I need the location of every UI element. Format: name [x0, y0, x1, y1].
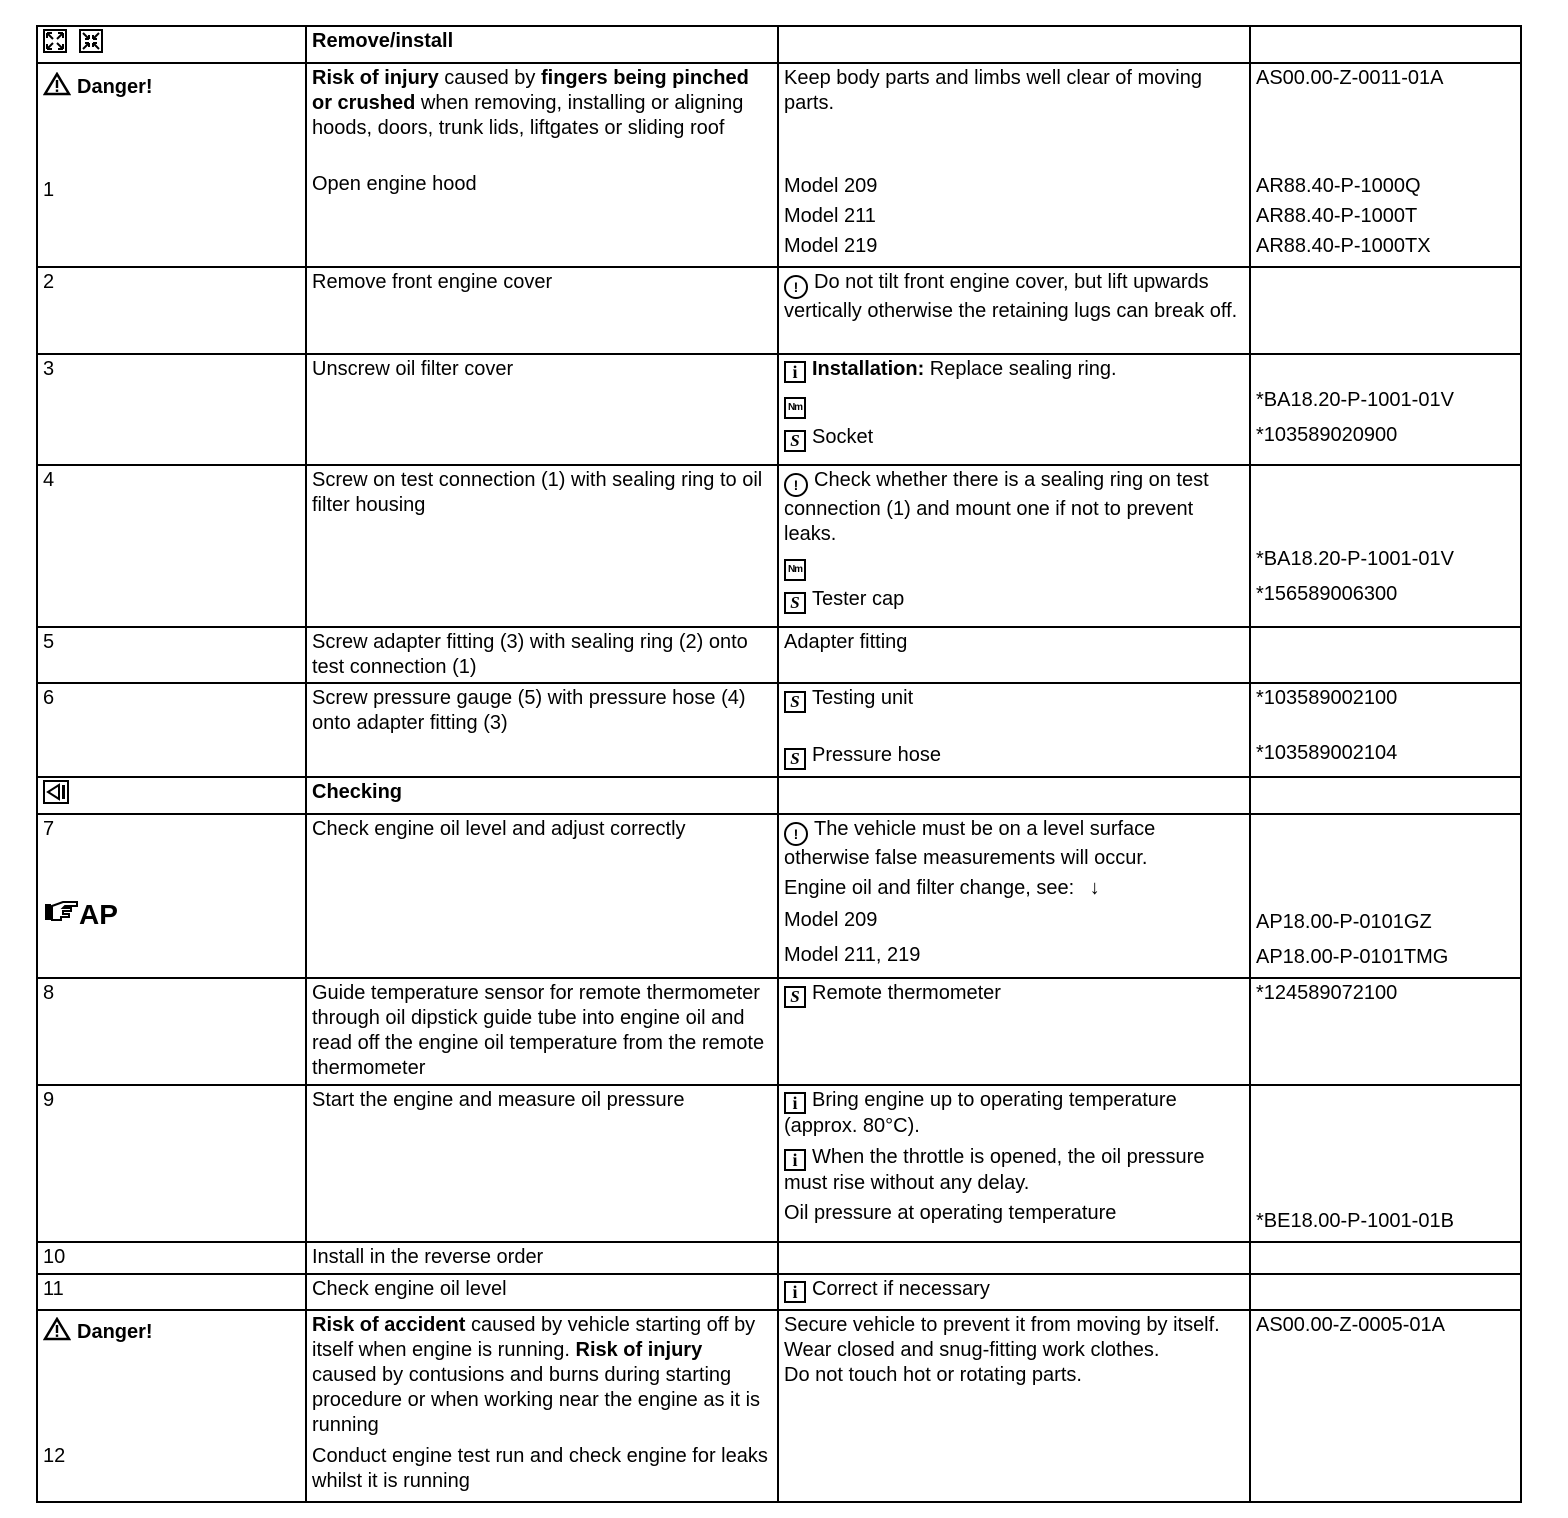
- step-action: Remove front engine cover: [306, 267, 778, 354]
- procedure-table: [36, 25, 1522, 1503]
- info-icon: i: [784, 1149, 806, 1171]
- step-note: Adapter fitting: [778, 627, 1250, 683]
- danger-note: Secure vehicle to prevent it from moving by itself.: [784, 1314, 1220, 1336]
- caution-note: Check whether there is a sealing ring on test connection (1) and mount one if not to prevent leaks.: [784, 469, 1209, 545]
- table-row-step8: [37, 978, 1521, 1085]
- table-row-step5: [37, 627, 1521, 683]
- reference-link[interactable]: AP18.00-P-0101TMG: [1256, 946, 1449, 968]
- step-action: Open engine hood: [312, 173, 477, 195]
- caution-note: The vehicle must be on a level surface otherwise false measurements will occur.: [784, 818, 1156, 869]
- caution-circle-icon: !: [784, 822, 808, 846]
- step-number: 2: [37, 267, 306, 354]
- special-tool-icon: S: [784, 592, 806, 614]
- step-number: 10: [37, 1242, 306, 1274]
- table-row-step7: [37, 814, 1521, 978]
- tool-name: Pressure hose: [812, 744, 941, 766]
- danger-label: Danger!: [77, 76, 153, 98]
- checking-icon: [43, 780, 69, 811]
- tool-name: Remote thermometer: [812, 982, 1001, 1004]
- table-row-danger-step1: [37, 63, 1521, 267]
- warning-triangle-icon: [43, 1317, 71, 1348]
- reference-link[interactable]: *124589072100: [1250, 978, 1521, 1085]
- section-title-remove-install: Remove/install: [306, 26, 778, 63]
- ap-label: AP: [79, 899, 118, 930]
- table-row-step2: [37, 267, 1521, 354]
- step-action: Screw pressure gauge (5) with pressure hose (4) onto adapter fitting (3): [306, 683, 778, 777]
- info-icon: i: [784, 361, 806, 383]
- special-tool-icon: S: [784, 748, 806, 770]
- expand-icon: [43, 29, 67, 60]
- table-row-step9: [37, 1085, 1521, 1242]
- collapse-icon: [79, 29, 103, 60]
- step-number: 4: [37, 465, 306, 627]
- danger-label: Danger!: [77, 1321, 153, 1343]
- danger-text: Risk of accident caused by vehicle starting off by itself when engine is running. Risk of injury caused by contusions and burns during starting procedure or when working near the engine as it is running: [312, 1314, 761, 1436]
- table-row-step11: [37, 1274, 1521, 1310]
- model-note: Model 211: [784, 205, 876, 227]
- reference-link[interactable]: AR88.40-P-1000Q: [1256, 175, 1421, 197]
- step-action: Conduct engine test run and check engine for leaks whilst it is running: [312, 1445, 768, 1492]
- see-text: Engine oil and filter change, see:: [784, 877, 1075, 899]
- reference-link[interactable]: AP18.00-P-0101GZ: [1256, 911, 1432, 933]
- section-title-checking: Checking: [306, 777, 778, 814]
- info-note: Bring engine up to operating temperature (approx. 80°C).: [784, 1089, 1177, 1137]
- step-note: Oil pressure at operating temperature: [784, 1202, 1117, 1224]
- table-row-step3: 3 Unscrew oil filter cover i Installation: Replace sealing ring. Nm S Socket *BA18.20-P-1001-01V *103589020900: [37, 354, 1521, 465]
- reference-link[interactable]: AS00.00-Z-0005-01A: [1250, 1310, 1521, 1502]
- danger-note: Wear closed and snug-fitting work clothes.: [784, 1339, 1160, 1361]
- table-row-step4: [37, 465, 1521, 627]
- info-note: When the throttle is opened, the oil pressure must rise without any delay.: [784, 1146, 1205, 1194]
- step-number: 11: [37, 1274, 306, 1310]
- reference-link[interactable]: *103589002104: [1256, 742, 1398, 764]
- info-icon: i: [784, 1281, 806, 1303]
- table-row-remove-install: [37, 26, 1521, 63]
- step-number: 5: [37, 627, 306, 683]
- reference-link[interactable]: *BE18.00-P-1001-01B: [1256, 1210, 1454, 1232]
- torque-nm-icon: Nm: [784, 397, 806, 419]
- step-action: Check engine oil level: [306, 1274, 778, 1310]
- step-number: 8: [37, 978, 306, 1085]
- reference-link[interactable]: *156589006300: [1256, 583, 1398, 605]
- special-tool-icon: S: [784, 691, 806, 713]
- step-action: Screw adapter fitting (3) with sealing ring (2) onto test connection (1): [306, 627, 778, 683]
- table-row-checking: [37, 777, 1521, 814]
- step-number: 1: [43, 179, 55, 201]
- caution-note: Do not tilt front engine cover, but lift upwards vertically otherwise the retaining lugs can break off.: [784, 271, 1238, 322]
- step-action: Check engine oil level and adjust correctly: [306, 814, 778, 978]
- tool-name: Socket: [812, 426, 874, 448]
- step-action: Install in the reverse order: [306, 1242, 778, 1274]
- pointing-hand-icon: [43, 898, 79, 931]
- caution-circle-icon: !: [784, 275, 808, 299]
- tool-name: Tester cap: [812, 588, 905, 610]
- table-row-step10: [37, 1242, 1521, 1274]
- step-number: 6: [37, 683, 306, 777]
- danger-note: Do not touch hot or rotating parts.: [784, 1364, 1082, 1386]
- step-number: 7: [43, 818, 55, 840]
- reference-link[interactable]: AR88.40-P-1000T: [1256, 205, 1418, 227]
- model-note: Model 209: [784, 909, 878, 931]
- model-note: Model 211, 219: [784, 944, 921, 966]
- model-note: Model 209: [784, 175, 878, 197]
- caution-circle-icon: !: [784, 473, 808, 497]
- table-row-step6: [37, 683, 1521, 777]
- step-number: 9: [37, 1085, 306, 1242]
- table-row-danger-step12: [37, 1310, 1521, 1502]
- reference-link[interactable]: *BA18.20-P-1001-01V: [1256, 548, 1454, 570]
- step-action: Start the engine and measure oil pressure: [306, 1085, 778, 1242]
- step-action: Screw on test connection (1) with sealing ring to oil filter housing: [306, 465, 778, 627]
- torque-nm-icon: Nm: [784, 559, 806, 581]
- special-tool-icon: S: [784, 986, 806, 1008]
- arrow-down-icon: ↓: [1089, 877, 1100, 899]
- reference-link[interactable]: *BA18.20-P-1001-01V: [1256, 389, 1454, 411]
- reference-link[interactable]: AR88.40-P-1000TX: [1256, 235, 1431, 257]
- step-number: 12: [43, 1445, 66, 1467]
- reference-link[interactable]: *103589020900: [1256, 424, 1398, 446]
- danger-text: Risk of injury caused by fingers being pinched or crushed when removing, installing or aligning hoods, doors, trunk lids, liftgates or sliding roof: [312, 67, 749, 139]
- step-action: Guide temperature sensor for remote thermometer through oil dipstick guide tube into engine oil and read off the engine oil temperature from the remote thermometer: [306, 978, 778, 1085]
- warning-triangle-icon: [43, 72, 71, 103]
- reference-link[interactable]: AS00.00-Z-0011-01A: [1256, 67, 1444, 89]
- step-number: 3: [37, 354, 306, 465]
- danger-note: Keep body parts and limbs well clear of moving parts.: [784, 67, 1202, 114]
- model-note: Model 219: [784, 235, 878, 257]
- tool-name: Testing unit: [812, 687, 914, 709]
- special-tool-icon: S: [784, 430, 806, 452]
- info-note: Correct if necessary: [812, 1278, 990, 1300]
- step-action: Unscrew oil filter cover: [306, 354, 778, 465]
- reference-link[interactable]: *103589002100: [1256, 687, 1398, 709]
- info-icon: i: [784, 1092, 806, 1114]
